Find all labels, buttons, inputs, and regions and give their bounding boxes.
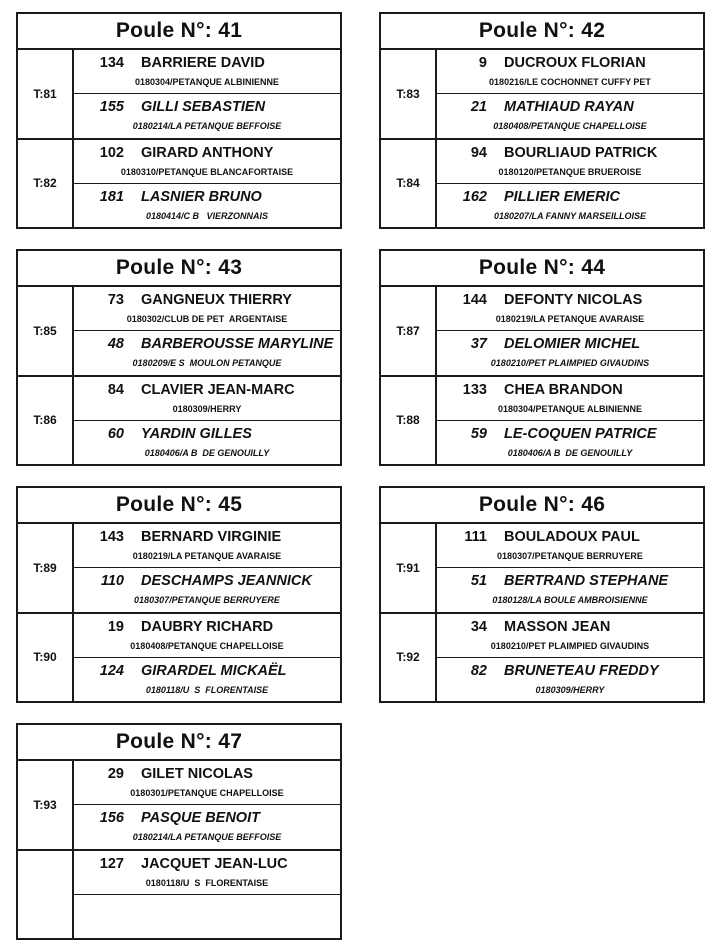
player-name: GANGNEUX THIERRY [141, 292, 292, 308]
terrain-label: T:92 [381, 614, 437, 702]
terrain-label: T:90 [18, 614, 74, 702]
player-number: 73 [107, 292, 124, 308]
terrain-label: T:93 [18, 761, 74, 849]
pool-table [16, 486, 342, 703]
player-line [74, 856, 340, 872]
player-name: JACQUET JEAN-LUC [141, 855, 288, 872]
players-cell [74, 614, 340, 702]
player-name: DUCROUX FLORIAN [504, 55, 646, 71]
player-line [74, 663, 340, 679]
player-club: 0180118/U S FLORENTAISE [145, 877, 269, 888]
player-line [74, 189, 340, 205]
pool-title: Poule N°: 47 [18, 725, 340, 761]
player-club: 0180302/CLUB DE PET ARGENTAISE [126, 314, 288, 324]
player-name: PILLIER EMERIC [504, 188, 621, 205]
player-number: 29 [107, 766, 124, 782]
player-number: 60 [107, 425, 124, 442]
player-row [437, 377, 703, 420]
player-line [437, 336, 703, 352]
player-number: 111 [464, 529, 487, 545]
player-row [437, 330, 703, 374]
player-line [437, 189, 703, 205]
player-name: BARBEROUSSE MARYLINE [141, 336, 334, 353]
player-row [74, 287, 340, 330]
player-row [437, 93, 703, 137]
player-number: 48 [107, 336, 124, 353]
player-name: GIRARDEL MICKAËL [141, 662, 287, 679]
player-club: 0180118/U S FLORENTAISE [145, 684, 269, 695]
terrain-label: T:87 [381, 287, 437, 375]
player-club: 0180301/PETANQUE CHAPELLOISE [130, 788, 284, 798]
player-club: 0180406/A B DE GENOUILLY [144, 447, 270, 458]
pool-table [379, 12, 705, 229]
pool-body [18, 761, 340, 938]
players-cell [74, 287, 340, 375]
match-row [381, 612, 703, 702]
player-club: 0180406/A B DE GENOUILLY [507, 447, 633, 458]
player-name: BOURLIAUD PATRICK [504, 144, 658, 161]
player-number: 51 [470, 573, 487, 590]
pool-table [16, 12, 342, 229]
player-row [74, 614, 340, 657]
player-name: DEFONTY NICOLAS [504, 292, 643, 308]
player-number: 59 [470, 425, 487, 442]
player-club: 0180210/PET PLAIMPIED GIVAUDINS [490, 358, 650, 369]
player-number: 84 [107, 381, 124, 398]
match-row [18, 612, 340, 702]
terrain-label [18, 851, 74, 939]
pool-body [18, 287, 340, 464]
players-cell [74, 524, 340, 612]
player-club: 0180214/LA PETANQUE BEFFOISE [132, 121, 282, 132]
player-line [437, 663, 703, 679]
player-line [437, 619, 703, 635]
pool-table [379, 486, 705, 703]
players-cell [437, 287, 703, 375]
player-club: 0180304/PETANQUE ALBINIENNE [134, 77, 280, 87]
terrain-label: T:82 [18, 140, 74, 228]
player-row [74, 93, 340, 137]
player-name: PASQUE BENOIT [141, 810, 260, 827]
player-name: CHEA BRANDON [504, 381, 623, 398]
player-club: 0180414/C B VIERZONNAIS [145, 210, 269, 221]
player-row [437, 420, 703, 464]
pool-table [379, 249, 705, 466]
player-line [74, 810, 340, 826]
terrain-label: T:85 [18, 287, 74, 375]
player-number: 181 [99, 188, 124, 205]
player-number: 124 [99, 662, 124, 679]
player-row [437, 614, 703, 657]
player-line [437, 382, 703, 398]
player-line [437, 292, 703, 308]
player-name: DAUBRY RICHARD [141, 618, 274, 635]
player-club: 0180408/PETANQUE CHAPELLOISE [493, 121, 647, 132]
pool-body [381, 524, 703, 701]
player-number: 156 [99, 810, 124, 827]
pool-body [18, 524, 340, 701]
player-name: BARRIERE DAVID [141, 55, 265, 71]
player-row [74, 420, 340, 464]
player-line [437, 573, 703, 589]
players-cell [74, 761, 340, 849]
player-club: 0180209/E S MOULON PETANQUE [132, 358, 282, 369]
player-line [437, 55, 703, 71]
player-row [74, 567, 340, 611]
terrain-label: T:83 [381, 50, 437, 138]
match-row [381, 375, 703, 465]
player-line [437, 99, 703, 115]
match-row [18, 138, 340, 228]
player-row [74, 377, 340, 420]
terrain-label: T:84 [381, 140, 437, 228]
player-number: 143 [99, 529, 124, 545]
player-row [437, 140, 703, 183]
terrain-label: T:91 [381, 524, 437, 612]
match-row [18, 524, 340, 612]
player-row [74, 183, 340, 227]
match-row [381, 50, 703, 138]
player-number: 162 [462, 188, 487, 205]
player-number: 134 [99, 55, 124, 71]
player-row [74, 894, 340, 938]
player-number: 155 [99, 99, 124, 116]
player-name: YARDIN GILLES [141, 425, 252, 442]
terrain-label: T:89 [18, 524, 74, 612]
pool-title: Poule N°: 44 [381, 251, 703, 287]
pool-table [16, 249, 342, 466]
player-club: 0180210/PET PLAIMPIED GIVAUDINS [490, 640, 650, 651]
player-line [74, 426, 340, 442]
pool-title: Poule N°: 41 [18, 14, 340, 50]
match-row [18, 761, 340, 849]
player-row [437, 524, 703, 567]
player-number: 94 [470, 144, 487, 161]
player-club: 0180309/HERRY [172, 403, 242, 414]
player-number: 82 [470, 662, 487, 679]
pool-title: Poule N°: 45 [18, 488, 340, 524]
player-number: 9 [478, 55, 487, 71]
players-cell [437, 50, 703, 138]
player-club: 0180304/PETANQUE ALBINIENNE [497, 403, 643, 414]
player-row [74, 657, 340, 701]
pool-table [16, 723, 342, 940]
match-row [381, 524, 703, 612]
player-name: BERTRAND STEPHANE [504, 573, 669, 590]
players-cell [74, 50, 340, 138]
player-line [74, 336, 340, 352]
match-row [381, 138, 703, 228]
player-number: 34 [470, 618, 487, 635]
player-line [74, 766, 340, 782]
players-cell [74, 377, 340, 465]
players-cell [437, 524, 703, 612]
terrain-label: T:86 [18, 377, 74, 465]
player-number: 110 [100, 573, 124, 590]
player-number: 133 [462, 381, 487, 398]
match-row [381, 287, 703, 375]
players-cell [437, 614, 703, 702]
player-line [437, 145, 703, 161]
player-club: 0180309/HERRY [535, 684, 605, 695]
players-cell [437, 140, 703, 228]
player-line [437, 426, 703, 442]
player-row [74, 524, 340, 567]
player-row [74, 851, 340, 894]
player-number: 102 [99, 144, 124, 161]
player-line [437, 529, 703, 545]
players-cell [74, 851, 340, 939]
pool-title: Poule N°: 46 [381, 488, 703, 524]
player-line [74, 529, 340, 545]
player-club: 0180219/LA PETANQUE AVARAISE [495, 314, 645, 324]
player-name: LE-COQUEN PATRICE [504, 425, 657, 442]
terrain-label: T:88 [381, 377, 437, 465]
player-name: DESCHAMPS JEANNICK [141, 573, 312, 590]
pool-title: Poule N°: 43 [18, 251, 340, 287]
player-name: BERNARD VIRGINIE [141, 529, 282, 545]
player-club: 0180214/LA PETANQUE BEFFOISE [132, 832, 282, 843]
player-line [74, 99, 340, 115]
player-row [437, 567, 703, 611]
player-number: 144 [462, 292, 487, 308]
player-row [74, 50, 340, 93]
match-row [18, 50, 340, 138]
player-line [74, 55, 340, 71]
pool-body [18, 50, 340, 227]
player-club: 0180307/PETANQUE BERRUYERE [134, 595, 280, 606]
player-row [74, 804, 340, 848]
player-number: 127 [99, 855, 124, 872]
player-club: 0180219/LA PETANQUE AVARAISE [132, 551, 282, 561]
players-cell [437, 377, 703, 465]
player-club: 0180128/LA BOULE AMBROISIENNE [492, 595, 648, 606]
player-name: DELOMIER MICHEL [504, 336, 641, 353]
player-number: 37 [470, 336, 487, 353]
player-name: GILLI SEBASTIEN [141, 99, 266, 116]
player-row [437, 287, 703, 330]
pool-body [381, 50, 703, 227]
player-club: 0180120/PETANQUE BRUEROISE [498, 166, 642, 177]
terrain-label: T:81 [18, 50, 74, 138]
match-row [18, 375, 340, 465]
player-line [74, 382, 340, 398]
match-row [18, 287, 340, 375]
match-row [18, 849, 340, 939]
player-line [74, 145, 340, 161]
player-name: BRUNETEAU FREDDY [504, 662, 659, 679]
player-name: GIRARD ANTHONY [141, 144, 274, 161]
player-name: BOULADOUX PAUL [504, 529, 640, 545]
player-name: GILET NICOLAS [141, 766, 253, 782]
player-line [74, 573, 340, 589]
player-name: MASSON JEAN [504, 618, 611, 635]
player-line [74, 619, 340, 635]
player-number: 19 [107, 618, 124, 635]
player-club: 0180408/PETANQUE CHAPELLOISE [130, 640, 284, 651]
player-name: MATHIAUD RAYAN [504, 99, 634, 116]
pool-body [381, 287, 703, 464]
player-club: 0180207/LA FANNY MARSEILLOISE [493, 210, 647, 221]
player-name: LASNIER BRUNO [141, 188, 262, 205]
player-row [437, 183, 703, 227]
player-line [74, 292, 340, 308]
player-row [74, 330, 340, 374]
player-row [437, 50, 703, 93]
pool-title: Poule N°: 42 [381, 14, 703, 50]
players-cell [74, 140, 340, 228]
player-name: CLAVIER JEAN-MARC [141, 381, 295, 398]
player-club: 0180307/PETANQUE BERRUYERE [497, 551, 643, 561]
player-club: 0180310/PETANQUE BLANCAFORTAISE [120, 166, 294, 177]
player-row [74, 761, 340, 804]
player-row [437, 657, 703, 701]
player-club: 0180216/LE COCHONNET CUFFY PET [489, 77, 651, 87]
player-number: 21 [470, 99, 487, 116]
player-row [74, 140, 340, 183]
